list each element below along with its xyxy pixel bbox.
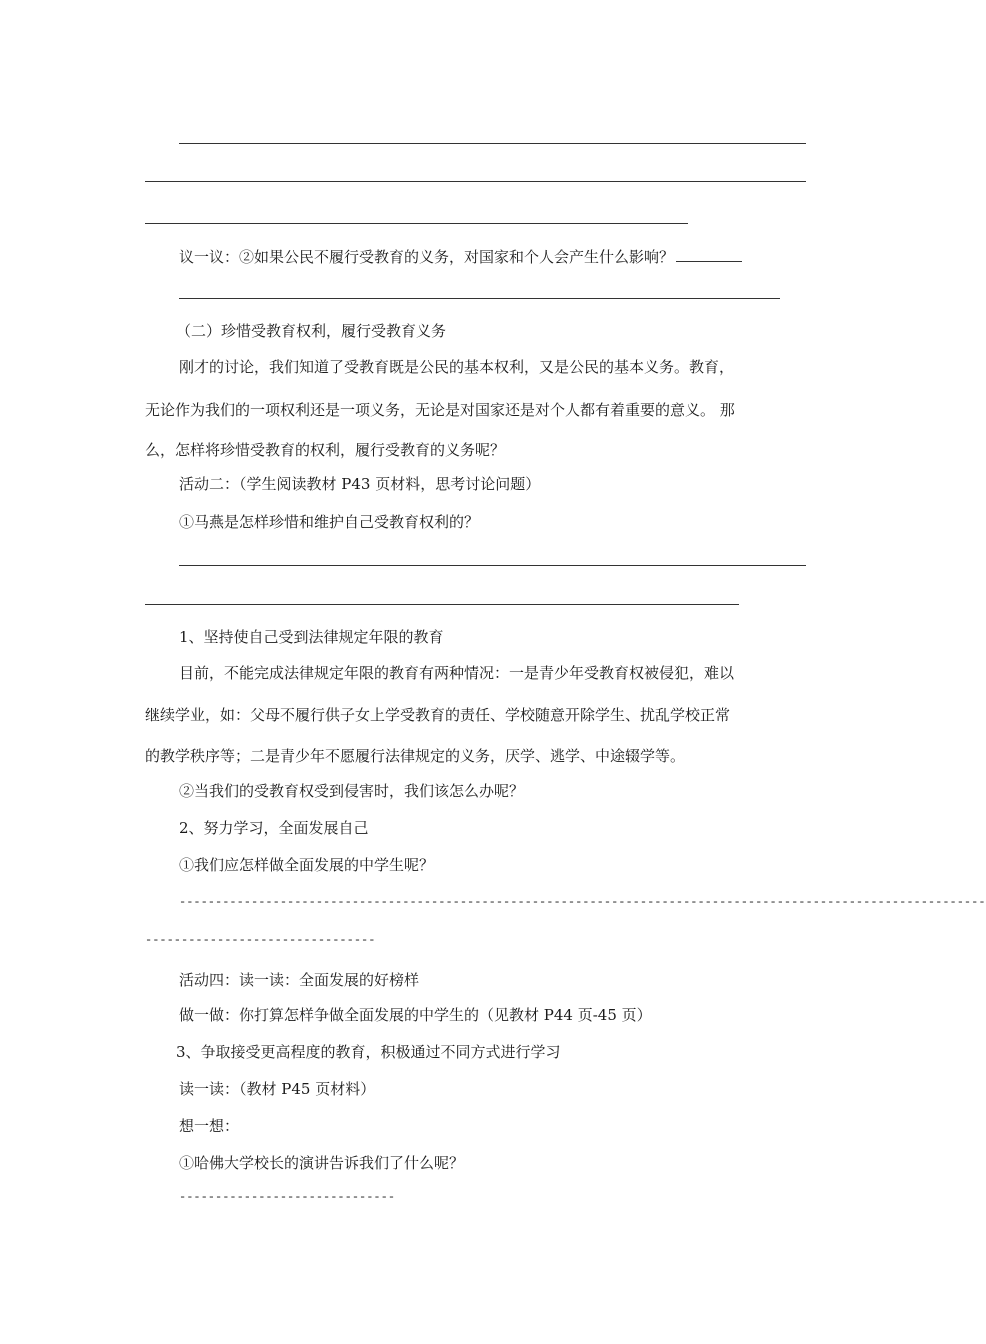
answer-blank[interactable] — [676, 247, 742, 262]
dashed-answer-line[interactable]: ---------------------------------------------------------------------------------------------------------------- — [179, 895, 986, 909]
paragraph-line: 继续学业，如：父母不履行供子女上学受教育的责任、学校随意开除学生、扰乱学校正常 — [145, 706, 731, 724]
discussion-question: 议一议：②如果公民不履行受教育的义务，对国家和个人会产生什么影响？ — [179, 247, 742, 267]
answer-line[interactable] — [179, 143, 806, 144]
paragraph-line: 的教学秩序等；二是青少年不愿履行法律规定的义务，厌学、逃学、中途辍学等。 — [145, 747, 686, 765]
answer-line[interactable] — [145, 181, 806, 182]
paragraph-line: 么，怎样将珍惜受教育的权利，履行受教育的义务呢？ — [145, 441, 506, 459]
point-heading: 2、努力学习，全面发展自己 — [179, 819, 369, 837]
answer-line[interactable] — [145, 604, 739, 605]
activity-instruction: 想一想： — [179, 1117, 240, 1135]
dashed-answer-line[interactable]: -------------------------------- — [145, 933, 376, 947]
answer-line[interactable] — [179, 565, 806, 566]
question: ②当我们的受教育权受到侵害时，我们该怎么办呢？ — [179, 782, 525, 800]
activity-instruction: 读一读：（教材 P45 页材料） — [179, 1080, 376, 1098]
activity-instruction: 做一做：你打算怎样争做全面发展的中学生的（见教材 P44 页-45 页） — [179, 1006, 652, 1024]
question: ①我们应怎样做全面发展的中学生呢？ — [179, 856, 435, 874]
activity-heading: 活动四：读一读：全面发展的好榜样 — [179, 971, 420, 989]
point-heading: 3、争取接受更高程度的教育，积极通过不同方式进行学习 — [176, 1043, 561, 1061]
paragraph-line: 刚才的讨论，我们知道了受教育既是公民的基本权利，又是公民的基本义务。教育， — [179, 358, 735, 376]
question: ①马燕是怎样珍惜和维护自己受教育权利的？ — [179, 513, 480, 531]
paragraph-line: 目前，不能完成法律规定年限的教育有两种情况：一是青少年受教育权被侵犯，难以 — [179, 664, 735, 682]
answer-line[interactable] — [179, 298, 780, 299]
activity-heading: 活动二：（学生阅读教材 P43 页材料，思考讨论问题） — [179, 475, 541, 493]
point-heading: 1、坚持使自己受到法律规定年限的教育 — [179, 628, 444, 646]
question: ①哈佛大学校长的演讲告诉我们了什么呢？ — [179, 1154, 465, 1172]
answer-line[interactable] — [145, 223, 688, 224]
section-heading: （二）珍惜受教育权利，履行受教育义务 — [176, 322, 447, 340]
dashed-answer-line[interactable]: ------------------------------ — [179, 1190, 396, 1204]
paragraph-line: 无论作为我们的一项权利还是一项义务，无论是对国家还是对个人都有着重要的意义。 那 — [145, 401, 735, 419]
